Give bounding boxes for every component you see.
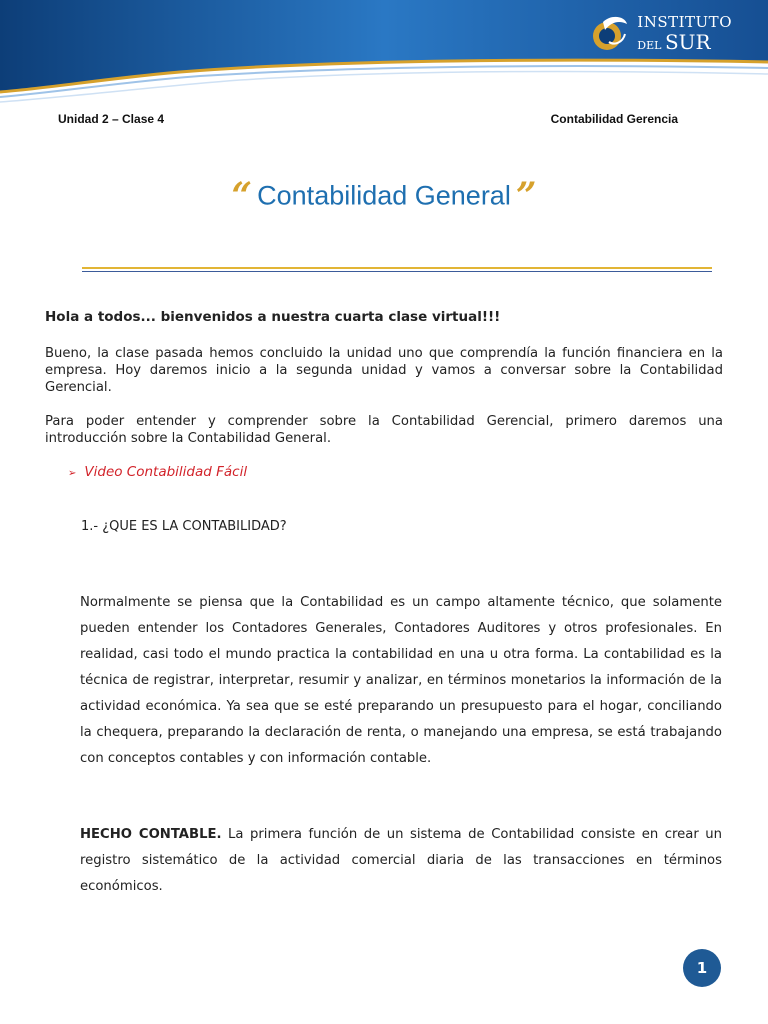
title-divider-gold: [82, 267, 712, 269]
intro-paragraph-2: Para poder entender y comprender sobre la Contabilidad Gerencial, primero daremos una introducción sobre la Contabilidad General.: [45, 414, 723, 446]
video-link-label: Video Contabilidad Fácil: [84, 464, 248, 480]
hecho-contable-term: HECHO CONTABLE.: [80, 827, 222, 842]
arrow-bullet-icon: ➢: [68, 468, 77, 479]
video-link[interactable]: [68, 464, 247, 480]
sun-logo-icon: [589, 12, 631, 54]
logo-line-2a: DEL: [637, 38, 662, 52]
body-paragraph-2: [80, 822, 722, 900]
greeting: Hola a todos... bienvenidos a nuestra cuarta clase virtual!!!: [45, 309, 501, 325]
logo-line-1: INSTITUTO: [637, 12, 732, 31]
close-quote: ”: [515, 175, 537, 217]
course-label: Contabilidad Gerencia: [550, 112, 678, 126]
open-quote: “: [231, 175, 253, 217]
logo-line-2b: SUR: [664, 29, 711, 54]
page-title: [0, 175, 768, 217]
page-number-badge: 1: [683, 949, 721, 987]
intro-paragraph-1: Bueno, la clase pasada hemos concluido la unidad uno que comprendía la función financiera en la empresa. Hoy daremos inicio a la segunda unidad y vamos a conversar sobre la Contabilidad Gerencial.: [45, 346, 723, 395]
institute-logo: [589, 12, 732, 54]
body-paragraph-1: Normalmente se piensa que la Contabilidad es un campo altamente técnico, que solamente pueden entender los Contadores Generales, Contadores Auditores y otros profesionales. En realidad, casi todo el mundo practica la contabilidad en una u otra forma. La contabilidad es la técnica de registrar, interpretar, resumir y analizar, en términos monetarios la información de la actividad económica. Ya sea que se esté preparando un presupuesto para el hogar, conciliando la chequera, preparando la declaración de renta, o manejando una empresa, se está trabajando con conceptos contables y con información contable.: [80, 595, 722, 766]
hecho-contable-text: La primera función de un sistema de Contabilidad consiste en crear un registro sistemático de la actividad comercial diaria de las transacciones en términos económicos.: [80, 827, 723, 894]
title-divider-blue: [82, 271, 712, 272]
section-heading: 1.- ¿QUE ES LA CONTABILIDAD?: [81, 519, 287, 534]
page-title-text: Contabilidad General: [257, 180, 511, 211]
unit-class-label: Unidad 2 – Clase 4: [58, 112, 165, 126]
